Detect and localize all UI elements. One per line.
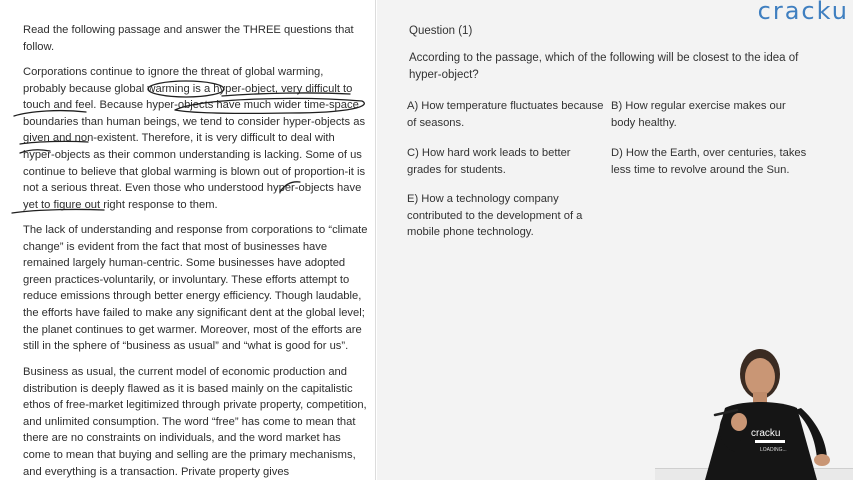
- question-stem: According to the passage, which of the following will be closest to the idea of hyper-object?: [409, 52, 799, 81]
- passage-paragraph-2: The lack of understanding and response from corporations to “climate change” is evident from the fact that most of businesses have remained largely human-centric. Some businesses have adopted green practices-voluntarily, or involuntary. These efforts attempt to reduce emissions through better energy efficiency. Though laudable, the efforts have failed to make any significant dent at the global level; the planet continues to get warmer. Moreover, most of the efforts are still in the sphere of “business as usual” and “what is good for us”.: [23, 224, 368, 353]
- option-e[interactable]: E) How a technology company contributed to the development of a mobile phone technology.: [407, 193, 583, 239]
- presenter-left-hand: [731, 413, 747, 431]
- option-c[interactable]: C) How hard work leads to better grades for students.: [407, 147, 571, 176]
- shirt-logo: cracku: [751, 428, 781, 439]
- option-a[interactable]: A) How temperature fluctuates because of seasons.: [407, 100, 604, 129]
- passage-paragraph-3: Business as usual, the current model of economic production and distribution is deeply flawed as it is based mainly on the capitalistic ethos of free-market legitimized through private property, competition, and unlimited consumption. The word “free” has come to mean that there are no constraints on individuals, and the word market has come to mean that buying and selling are the primary mechanisms, and everything is a transaction. Private property gives: [23, 366, 367, 478]
- option-b[interactable]: B) How regular exercise makes our body healthy.: [611, 100, 786, 129]
- presenter-video: [655, 340, 853, 480]
- shirt-loading-bar: [755, 440, 785, 443]
- passage-pane: [0, 0, 376, 480]
- shirt-subtext: LOADING...: [760, 447, 787, 453]
- option-d[interactable]: D) How the Earth, over centuries, takes less time to revolve around the Sun.: [611, 147, 807, 176]
- question-title: Question (1): [409, 25, 473, 37]
- presenter-right-hand: [814, 454, 830, 466]
- cracku-logo: cracku: [757, 0, 849, 25]
- passage-intro: Read the following passage and answer the THREE questions that follow.: [23, 24, 354, 53]
- passage-paragraph-1: Corporations continue to ignore the threat of global warming, probably because global warming is a hyper-object, very difficult to touch and feel. Because hyper-objects have much wider time-space boundaries than human beings, we tend to consider hyper-objects as given and non-existent. Therefore, it is very difficult to deal with hyper-objects as their common understanding is lacking. Some of us continue to believe that global warming is blown out of proportion-it is not a serious threat. Even those who understood hyper-objects have yet to figure out right response to them.: [23, 66, 366, 211]
- presenter-face: [745, 358, 775, 396]
